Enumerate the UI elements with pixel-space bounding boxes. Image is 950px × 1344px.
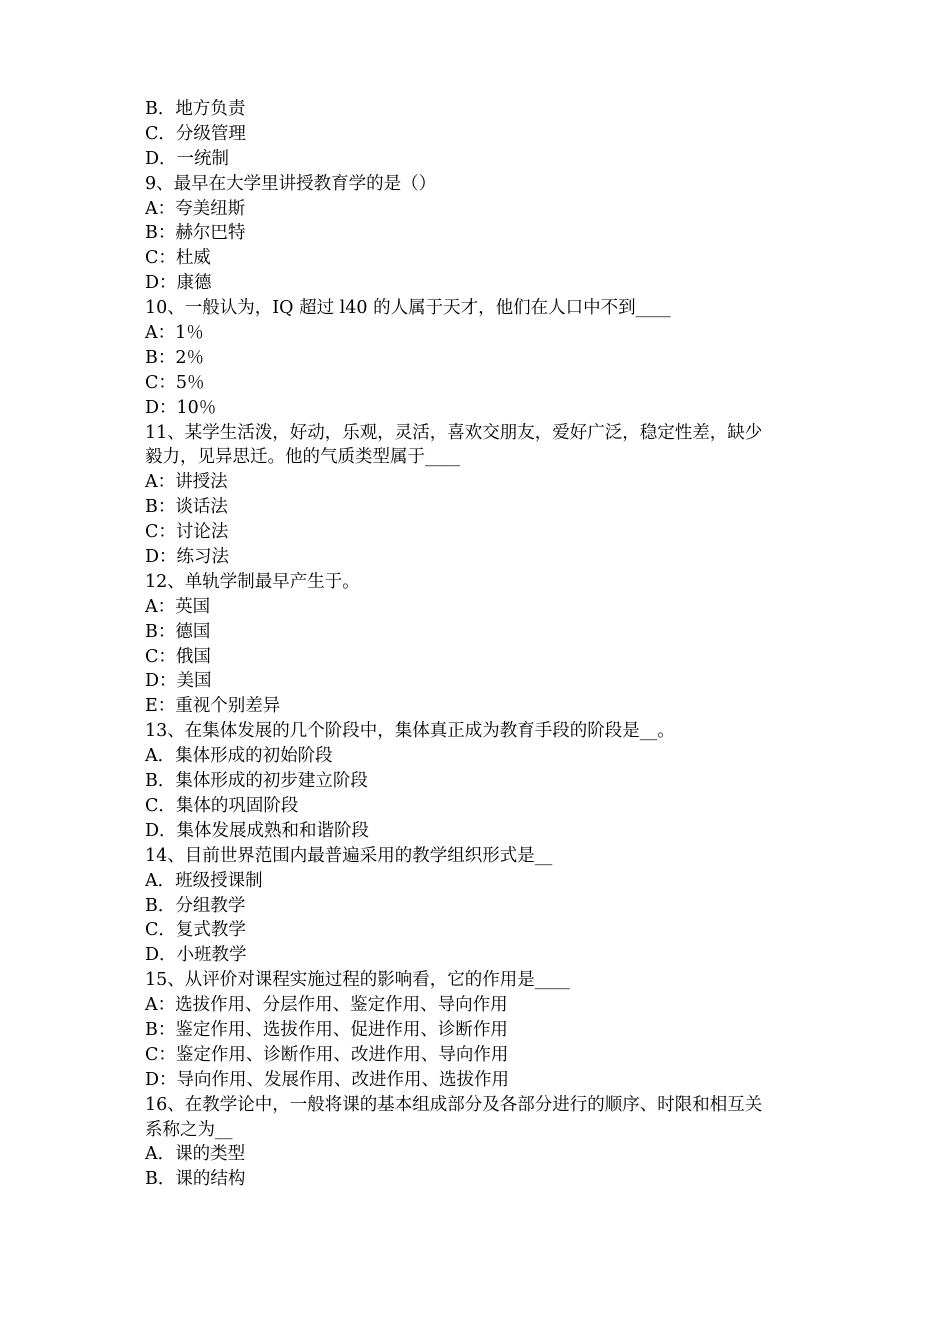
question-10: 10、一般认为，IQ 超过 l40 的人属于天才，他们在人口中不到____	[145, 298, 671, 319]
question-15: 15、从评价对课程实施过程的影响看，它的作用是____	[145, 970, 570, 991]
question-14-option-a: A．班级授课制	[145, 870, 263, 891]
question-10-option-b: B：2％	[145, 347, 204, 368]
option-d-unified-system: D．一统制	[145, 148, 230, 169]
question-11-option-d: D：练习法	[145, 547, 230, 568]
question-12-option-d: D：美国	[145, 671, 212, 692]
question-14-option-b: B．分组教学	[145, 895, 246, 916]
question-9-option-a: A：夸美纽斯	[145, 198, 246, 219]
question-9-option-c: C：杜威	[145, 248, 211, 269]
question-13-option-c: C．集体的巩固阶段	[145, 795, 299, 816]
question-16-option-a: A．课的类型	[145, 1144, 246, 1165]
question-13-option-d: D．集体发展成熟和和谐阶段	[145, 820, 370, 841]
question-12-option-c: C：俄国	[145, 646, 211, 667]
question-14-option-d: D．小班教学	[145, 945, 247, 966]
question-10-option-c: C：5％	[145, 372, 205, 393]
question-10-option-a: A：1％	[145, 323, 204, 344]
question-10-option-d: D：10％	[145, 397, 217, 418]
question-16-option-b: B．课的结构	[145, 1169, 246, 1190]
question-15-option-d: D：导向作用、发展作用、改进作用、选拔作用	[145, 1069, 510, 1090]
question-12-option-b: B：德国	[145, 621, 211, 642]
question-9-option-d: D：康德	[145, 273, 212, 294]
question-11-option-a: A：讲授法	[145, 472, 228, 493]
question-13: 13、在集体发展的几个阶段中，集体真正成为教育手段的阶段是__。	[145, 721, 675, 742]
question-11-option-b: B：谈话法	[145, 497, 228, 518]
question-12: 12、单轨学制最早产生于。	[145, 571, 360, 592]
question-15-option-c: C：鉴定作用、诊断作用、改进作用、导向作用	[145, 1044, 509, 1065]
question-11-line-2: 毅力，见异思迁。他的气质类型属于____	[145, 447, 460, 468]
option-b-local-responsibility: B．地方负责	[145, 99, 246, 119]
question-14-option-c: C．复式教学	[145, 920, 246, 941]
question-11-option-c: C：讨论法	[145, 522, 229, 543]
question-16-line-1: 16、在教学论中，一般将课的基本组成部分及各部分进行的顺序、时限和相互关	[145, 1094, 763, 1115]
option-c-graded-management: C．分级管理	[145, 123, 246, 144]
question-11-line-1: 11、某学生活泼，好动，乐观，灵活，喜欢交朋友，爱好广泛，稳定性差，缺少	[145, 422, 763, 443]
question-13-option-a: A．集体形成的初始阶段	[145, 746, 333, 767]
question-12-option-a: A：英国	[145, 596, 211, 617]
question-16-line-2: 系称之为__	[145, 1119, 233, 1140]
question-9: 9、最早在大学里讲授教育学的是（）	[145, 173, 437, 194]
question-15-option-b: B：鉴定作用、选拔作用、促进作用、诊断作用	[145, 1019, 508, 1040]
question-14: 14、目前世界范围内最普遍采用的教学组织形式是__	[145, 845, 553, 866]
question-15-option-a: A：选拔作用、分层作用、鉴定作用、导向作用	[145, 995, 508, 1016]
document-body	[145, 97, 817, 1192]
question-9-option-b: B：赫尔巴特	[145, 223, 246, 244]
question-13-option-b: B．集体形成的初步建立阶段	[145, 771, 368, 792]
question-12-option-e: E：重视个别差异	[145, 696, 281, 717]
